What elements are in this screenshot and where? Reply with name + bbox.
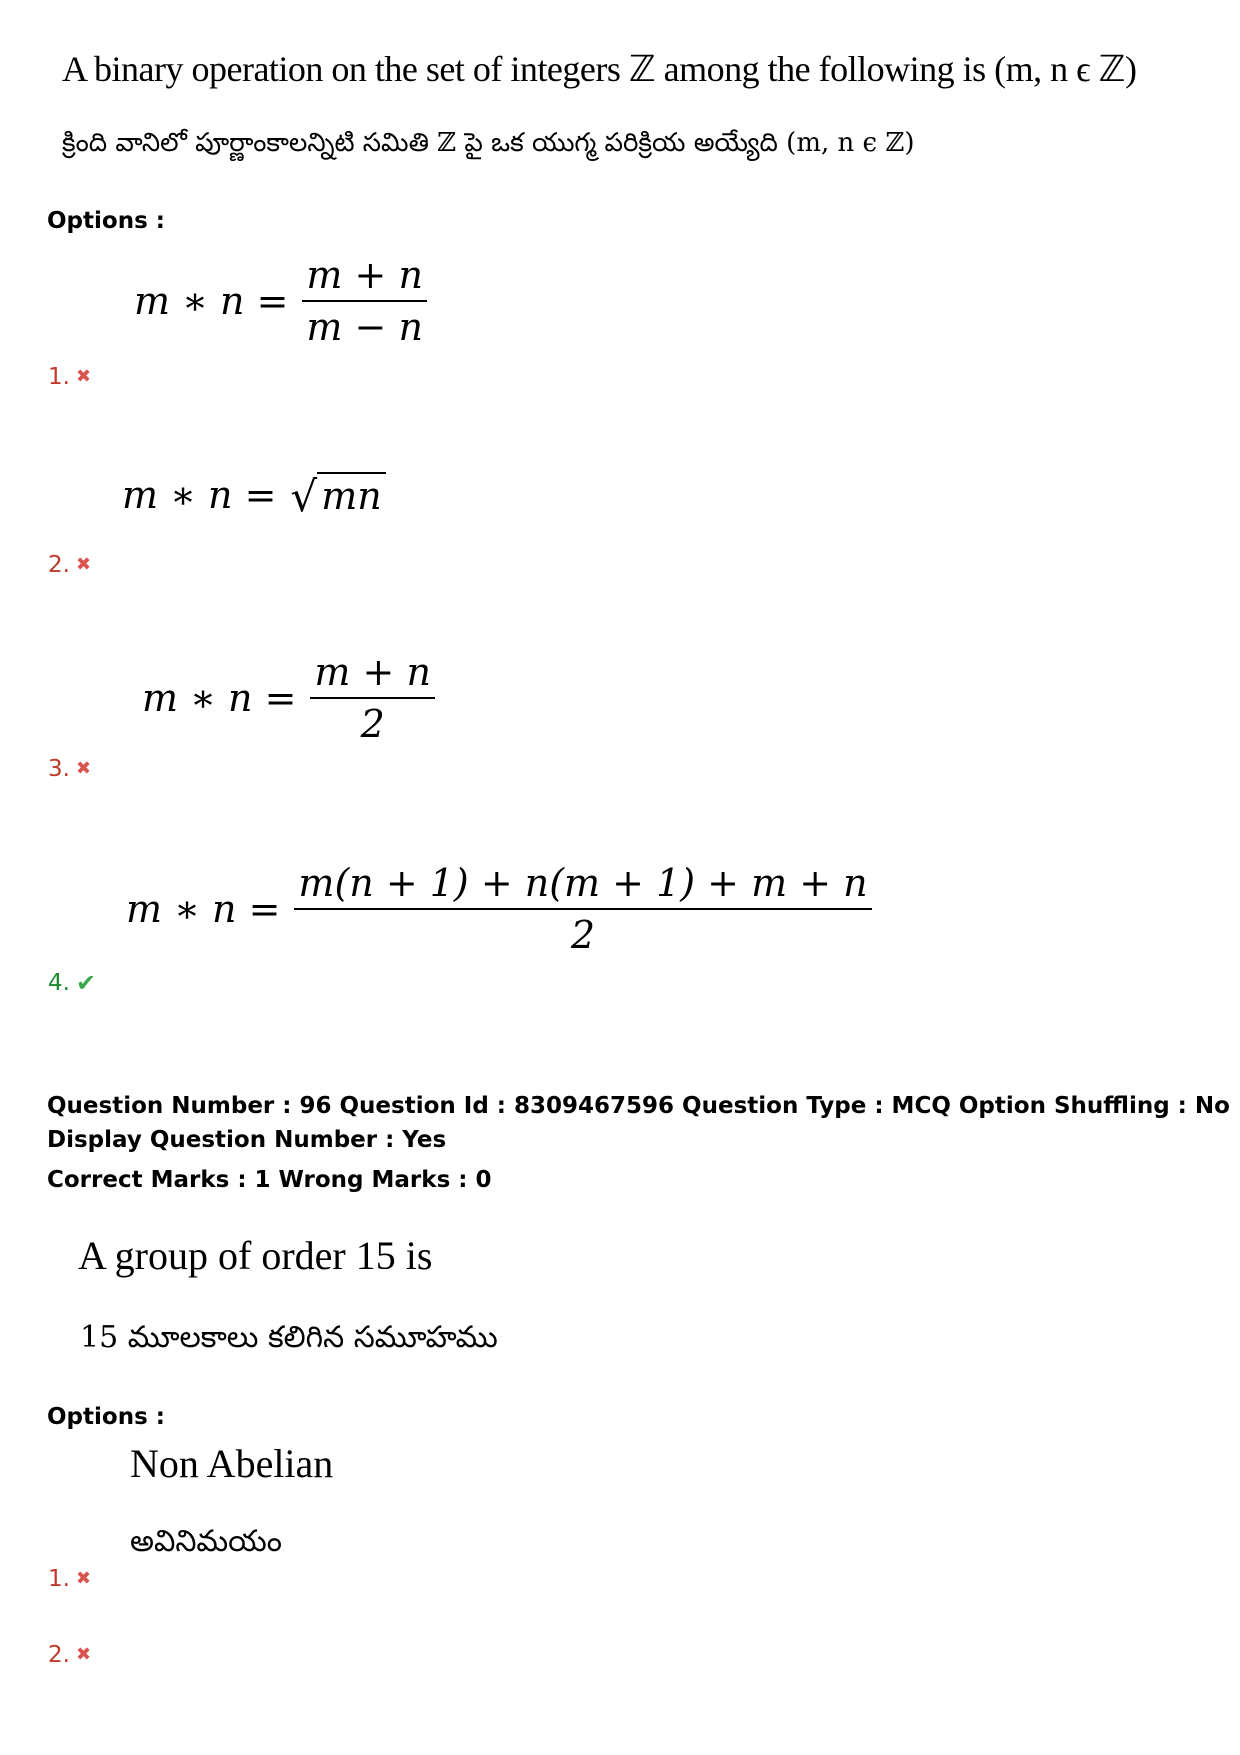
- option-number: 2.: [48, 1642, 70, 1668]
- numerator: m + n: [314, 650, 431, 694]
- option-number: 2.: [48, 552, 70, 578]
- check-icon: ✔: [75, 969, 97, 997]
- question-text-te: 15 మూలకాలు కలిగిన సమూహము: [80, 1320, 498, 1355]
- fraction: [294, 858, 871, 960]
- fraction: [302, 250, 427, 352]
- formula-lhs: m ∗ n =: [126, 887, 281, 931]
- cross-icon: ✖: [75, 1644, 92, 1665]
- option-2-marker[interactable]: [48, 552, 91, 578]
- numerator: m(n + 1) + n(m + 1) + m + n: [298, 861, 868, 905]
- formula-lhs: m ∗ n =: [142, 676, 297, 720]
- radical-sign: √: [290, 472, 318, 521]
- option-number: 1.: [48, 1566, 70, 1592]
- option-1-text-en: Non Abelian: [130, 1441, 334, 1486]
- option-number: 4.: [48, 970, 70, 996]
- cross-icon: ✖: [75, 1568, 92, 1589]
- options-label: Options :: [47, 1404, 165, 1430]
- formula-lhs: m ∗ n =: [134, 279, 289, 323]
- option-2-marker[interactable]: [48, 1642, 91, 1668]
- question-text-te: క్రింది వానిలో పూర్ణాంకాలన్నిటి సమితి ℤ పై ఒక యుగ్మ పరిక్రియ అయ్యేది (m, n ϵ ℤ): [62, 128, 915, 158]
- option-4-formula: [126, 858, 872, 960]
- option-1-marker[interactable]: [48, 364, 91, 390]
- option-number: 1.: [48, 364, 70, 390]
- question-meta: [47, 1089, 1230, 1197]
- options-label: Options :: [47, 208, 165, 234]
- option-3-formula: [142, 647, 435, 749]
- fraction: [310, 647, 435, 749]
- cross-icon: ✖: [75, 758, 92, 779]
- question-text-en: A group of order 15 is: [78, 1233, 433, 1278]
- option-4-marker[interactable]: [48, 970, 96, 996]
- option-number: 3.: [48, 756, 70, 782]
- question-text-en: A binary operation on the set of integers ℤ among the following is (m, n ϵ ℤ): [62, 49, 1137, 89]
- option-3-marker[interactable]: [48, 756, 91, 782]
- meta-line-display-number: Display Question Number : Yes: [47, 1127, 447, 1153]
- cross-icon: ✖: [75, 366, 92, 387]
- option-1-formula: [134, 250, 427, 352]
- denominator: 2: [360, 702, 385, 746]
- denominator: 2: [570, 913, 596, 957]
- cross-icon: ✖: [75, 554, 92, 575]
- option-1-text-te: అవినిమయం: [130, 1524, 282, 1559]
- formula-lhs: m ∗ n =: [122, 473, 277, 517]
- meta-line-marks: Correct Marks : 1 Wrong Marks : 0: [47, 1167, 492, 1193]
- option-1-marker[interactable]: [48, 1566, 91, 1592]
- denominator: m − n: [306, 305, 423, 349]
- meta-line-question-info: Question Number : 96 Question Id : 8309467596 Question Type : MCQ Option Shuffling : No: [47, 1093, 1230, 1119]
- square-root: [290, 472, 385, 521]
- option-2-formula: [122, 472, 386, 521]
- numerator: m + n: [306, 253, 423, 297]
- radicand: mn: [317, 472, 386, 518]
